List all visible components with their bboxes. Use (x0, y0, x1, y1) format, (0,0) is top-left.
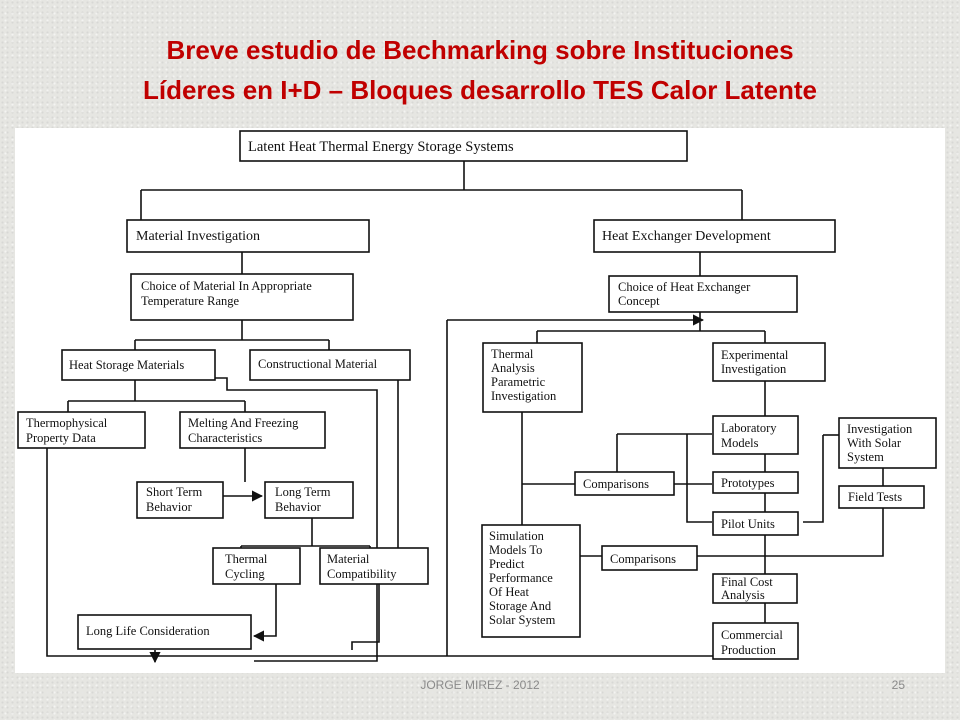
flowchart-panel (15, 128, 945, 673)
label-material-compatibility-2: Compatibility (327, 567, 397, 581)
label-melting-freezing-1: Melting And Freezing (188, 416, 299, 430)
label-experimental-2: Investigation (721, 362, 787, 376)
label-commercial-2: Production (721, 643, 776, 657)
label-final-cost-2: Analysis (721, 588, 765, 602)
flowchart-boxes (18, 131, 936, 659)
label-simulation-7: Solar System (489, 613, 556, 627)
label-simulation-1: Simulation (489, 529, 544, 543)
label-simulation-6: Storage And (489, 599, 552, 613)
label-root: Latent Heat Thermal Energy Storage Systems (248, 139, 514, 155)
footer-author: JORGE MIREZ - 2012 (420, 678, 540, 692)
label-simulation-2: Models To (489, 543, 543, 557)
label-heat-storage-materials: Heat Storage Materials (69, 358, 185, 372)
label-long-term-2: Behavior (275, 500, 321, 514)
label-material-compatibility-1: Material (327, 552, 370, 566)
label-short-term-2: Behavior (146, 500, 192, 514)
label-material-investigation: Material Investigation (136, 229, 261, 244)
slide-title (0, 30, 960, 110)
label-melting-freezing-2: Characteristics (188, 431, 263, 445)
label-choice-of-material-2: Temperature Range (141, 294, 240, 308)
label-pilot-units: Pilot Units (721, 517, 775, 531)
label-thermal-cycling-1: Thermal (225, 552, 268, 566)
slide-title-line-2: Líderes en I+D – Bloques desarrollo TES Calor Latente (142, 75, 818, 105)
label-constructional-material: Constructional Material (258, 357, 378, 371)
flowchart (15, 128, 945, 673)
label-long-life-consideration: Long Life Consideration (86, 624, 210, 638)
label-comparisons-upper: Comparisons (583, 477, 649, 491)
label-experimental-1: Experimental (721, 348, 789, 362)
label-short-term-1: Short Term (146, 485, 203, 499)
label-thermal-analysis-1: Thermal (491, 347, 534, 361)
label-heat-exchanger-development: Heat Exchanger Development (602, 229, 771, 244)
label-thermal-analysis-2: Analysis (491, 361, 535, 375)
slide-title-line-1: Breve estudio de Bechmarking sobre Instituciones (166, 35, 794, 65)
label-investigation-solar-1: Investigation (847, 422, 913, 436)
label-field-tests: Field Tests (848, 490, 903, 504)
page-number: 25 (891, 678, 905, 692)
label-thermal-cycling-2: Cycling (225, 567, 265, 581)
label-choice-of-material-1: Choice of Material In Appropriate (141, 279, 312, 293)
label-prototypes: Prototypes (721, 476, 775, 490)
label-simulation-3: Predict (489, 557, 525, 571)
label-thermal-analysis-4: Investigation (491, 389, 557, 403)
label-laboratory-models-1: Laboratory (721, 421, 777, 435)
label-comparisons-lower: Comparisons (610, 552, 676, 566)
label-thermal-analysis-3: Parametric (491, 375, 546, 389)
label-final-cost-1: Final Cost (721, 575, 773, 589)
label-simulation-5: Of Heat (489, 585, 529, 599)
label-thermophysical-2: Property Data (26, 431, 96, 445)
label-investigation-solar-2: With Solar (847, 436, 902, 450)
label-investigation-solar-3: System (847, 450, 884, 464)
label-long-term-1: Long Term (275, 485, 331, 499)
label-simulation-4: Performance (489, 571, 553, 585)
label-commercial-1: Commercial (721, 628, 783, 642)
label-choice-of-heat-exchanger-2: Concept (618, 294, 660, 308)
label-laboratory-models-2: Models (721, 436, 759, 450)
label-choice-of-heat-exchanger-1: Choice of Heat Exchanger (618, 280, 751, 294)
label-thermophysical-1: Thermophysical (26, 416, 108, 430)
